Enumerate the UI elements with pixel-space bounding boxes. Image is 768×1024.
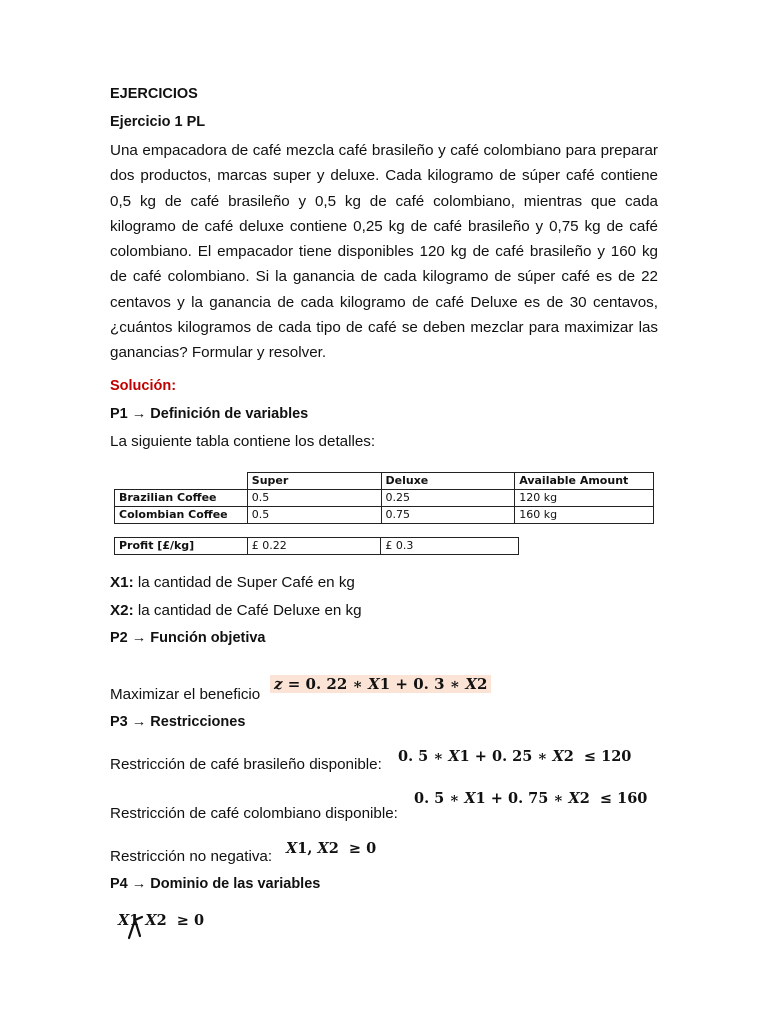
x1-text: la cantidad de Super Café en kg: [133, 574, 355, 591]
nonnegativity-formula: X1, X2 ≥ 0: [286, 840, 377, 857]
table-header-corner: [115, 473, 248, 490]
profit-deluxe: £ 0.3: [381, 538, 519, 555]
objective-formula: z = 0. 22 ∗ X1 + 0. 3 ∗ X2: [270, 675, 491, 693]
x1-label: X1:: [110, 574, 134, 591]
x1-definition: [110, 574, 355, 591]
table-row-label: Colombian Coffee: [115, 507, 248, 524]
table-header-super: Super: [247, 473, 381, 490]
profit-label: Profit [£/kg]: [115, 538, 248, 555]
p2-heading: P2 → Función objetiva: [110, 630, 266, 646]
table-cell: 160 kg: [515, 507, 654, 524]
constraint2-text: Restricción de café colombiano disponible:: [110, 805, 398, 822]
table-header-deluxe: Deluxe: [381, 473, 515, 490]
document-title: EJERCICIOS: [110, 86, 198, 102]
cursor-mark-icon: [126, 914, 150, 940]
table-row: [115, 538, 519, 555]
table-row: [115, 490, 654, 507]
table-cell: 0.75: [381, 507, 515, 524]
table-row-label: Brazilian Coffee: [115, 490, 248, 507]
constraint3-text: Restricción no negativa:: [110, 848, 273, 865]
table-cell: 0.5: [247, 490, 381, 507]
table-cell: 0.5: [247, 507, 381, 524]
x2-definition: [110, 602, 362, 619]
p1-heading: P1 → Definición de variables: [110, 406, 309, 422]
maximize-text: Maximizar el beneficio: [110, 686, 261, 703]
x2-label: X2:: [110, 602, 134, 619]
problem-statement: Una empacadora de café mezcla café brasileño y café colombiano para preparar dos productos, marcas super y deluxe. Cada kilogramo de súper café contiene 0,5 kg de café brasileño y 0,5 kg de café colombiano, mientras que cada kilogramo de café deluxe contiene 0,25 kg de café brasileño y 0,75 kg de café colombiano. El empacador tiene disponibles 120 kg de café brasileño y 160 kg de café colombiano. Si la ganancia de cada kilogramo de súper café es de 22 centavos y la ganancia de cada kilogramo de café Deluxe es de 30 centavos, ¿cuántos kilogramos de cada tipo de café se deben mezclar para maximizar las ganancias? Formular y resolver.: [110, 142, 658, 362]
constraint1-formula: 0. 5 ∗ X1 + 0. 25 ∗ X2 ≤ 120: [398, 748, 632, 765]
table-cell: 0.25: [381, 490, 515, 507]
table-intro: La siguiente tabla contiene los detalles:: [110, 433, 376, 450]
p4-heading: P4 → Dominio de las variables: [110, 876, 321, 892]
profit-super: £ 0.22: [247, 538, 381, 555]
constraint2-formula: 0. 5 ∗ X1 + 0. 75 ∗ X2 ≤ 160: [414, 790, 648, 807]
domain-formula: X1 X2 ≥ 0: [118, 912, 205, 929]
exercise-title: Ejercicio 1 PL: [110, 114, 206, 130]
table-header-available: Available Amount: [515, 473, 654, 490]
profit-table: [114, 537, 519, 555]
table-row: [115, 507, 654, 524]
solution-label: Solución:: [110, 378, 177, 394]
table-cell: 120 kg: [515, 490, 654, 507]
p3-heading: P3 → Restricciones: [110, 714, 246, 730]
table-header-row: [115, 473, 654, 490]
constraint1-text: Restricción de café brasileño disponible:: [110, 756, 382, 773]
coffee-details-table: [114, 472, 654, 524]
x2-text: la cantidad de Café Deluxe en kg: [133, 602, 362, 619]
